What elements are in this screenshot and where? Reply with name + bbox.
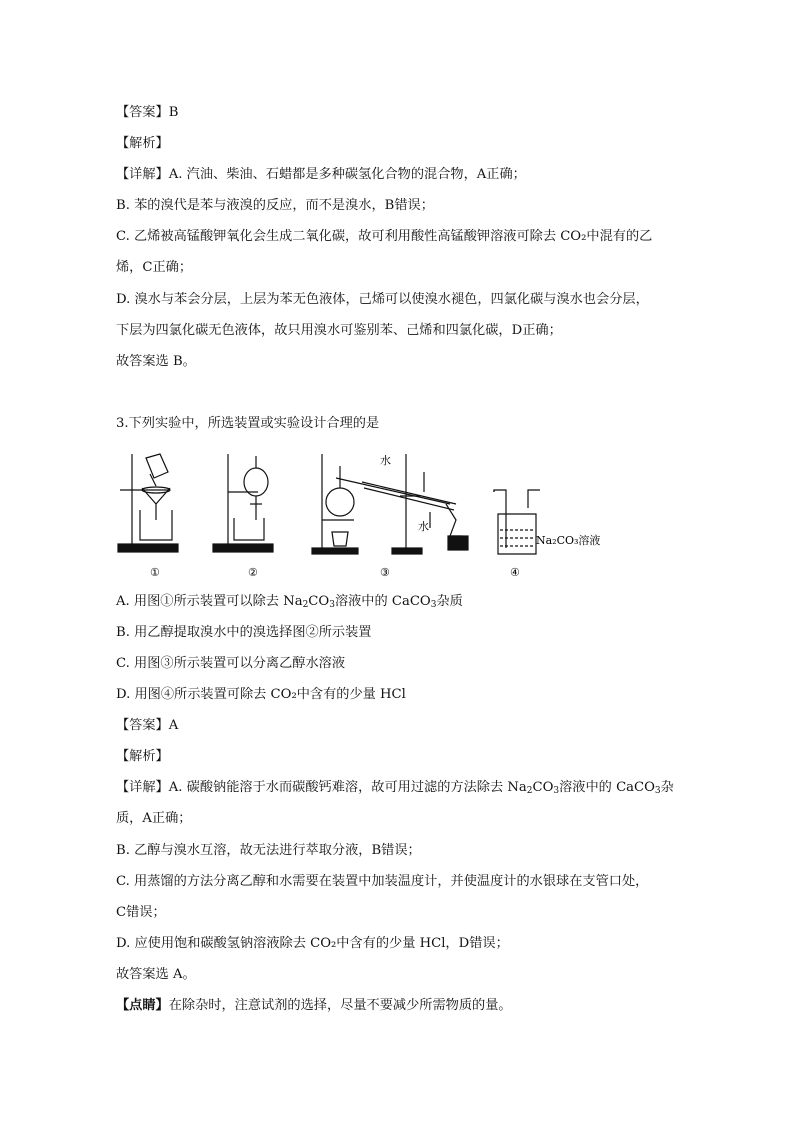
prev-conclusion: 故答案选 B。	[116, 354, 196, 369]
distillation-apparatus-diagram	[312, 454, 468, 554]
apparatus-figure	[110, 452, 630, 582]
answer: 【答案】A	[116, 718, 179, 733]
figure-label-1: ①	[150, 566, 160, 579]
figure-label-4: ④	[510, 566, 520, 579]
figure-label-3: ③	[380, 566, 390, 579]
option-d: D. 用图④所示装置可除去 CO₂中含有的少量 HCl	[116, 687, 406, 702]
prev-detail-c-line1: C. 乙烯被高锰酸钾氧化会生成二氧化碳，故可利用酸性高锰酸钾溶液可除去 CO₂中混有的乙	[116, 229, 653, 244]
analysis-heading: 【解析】	[116, 749, 169, 764]
separatory-funnel-diagram	[213, 454, 273, 552]
detail-c-line2: C错误；	[116, 905, 166, 920]
option-a: A. 用图①所示装置可以除去 $Na_2CO_3$溶液中的 CaCO$_3$杂质	[116, 594, 463, 610]
tip	[116, 997, 512, 1015]
conclusion: 故答案选 A。	[116, 967, 196, 982]
prev-detail-a: 【详解】A. 汽油、柴油、石蜡都是多种碳氢化合物的混合物，A正确；	[116, 167, 526, 182]
tip-text: 在除杂时，注意试剂的选择，尽量不要减少所需物质的量。	[168, 998, 512, 1013]
detail-b: B. 乙醇与溴水互溶，故无法进行萃取分液，B错误；	[116, 843, 421, 858]
option-c: C. 用图③所示装置可以分离乙醇水溶液	[116, 656, 346, 671]
water-outlet-label: 水	[380, 454, 391, 467]
prev-answer: 【答案】B	[116, 105, 179, 120]
prev-detail-d-line1: D. 溴水与苯会分层，上层为苯无色液体，己烯可以使溴水褪色，四氯化碳与溴水也会分层，	[116, 292, 649, 307]
prev-detail-d-line2: 下层为四氯化碳无色液体，故只用溴水可鉴别苯、己烯和四氯化碳，D正确；	[116, 323, 562, 338]
option-b: B. 用乙醇提取溴水中的溴选择图②所示装置	[116, 625, 372, 640]
prev-detail-b: B. 苯的溴代是苯与液溴的反应，而不是溴水，B错误；	[116, 198, 434, 213]
filtration-apparatus-diagram	[118, 454, 178, 552]
detail-a-line1: 【详解】A. 碳酸钠能溶于水而碳酸钙难溶，故可用过滤的方法除去 $Na_2CO_3$溶液中的 CaCO$_3$杂	[116, 780, 674, 796]
question-stem: 3.下列实验中，所选装置或实验设计合理的是	[116, 416, 380, 431]
prev-detail-c-line2: 烯，C正确；	[116, 260, 193, 275]
detail-c-line1: C. 用蒸馏的方法分离乙醇和水需要在装置中加装温度计，并使温度计的水银球在支管口处，	[116, 874, 649, 889]
gas-washing-bottle-diagram	[494, 490, 540, 554]
figure-label-2: ②	[248, 566, 258, 579]
prev-analysis-heading: 【解析】	[116, 136, 169, 151]
bottle-solution-label: Na₂CO₃溶液	[536, 534, 601, 547]
detail-a-line2: 质，A正确；	[116, 811, 192, 826]
detail-d: D. 应使用饱和碳酸氢钠溶液除去 CO₂中含有的少量 HCl，D错误；	[116, 936, 509, 951]
tip-label: 【点睛】	[116, 998, 169, 1013]
water-inlet-label: 水	[418, 520, 429, 533]
